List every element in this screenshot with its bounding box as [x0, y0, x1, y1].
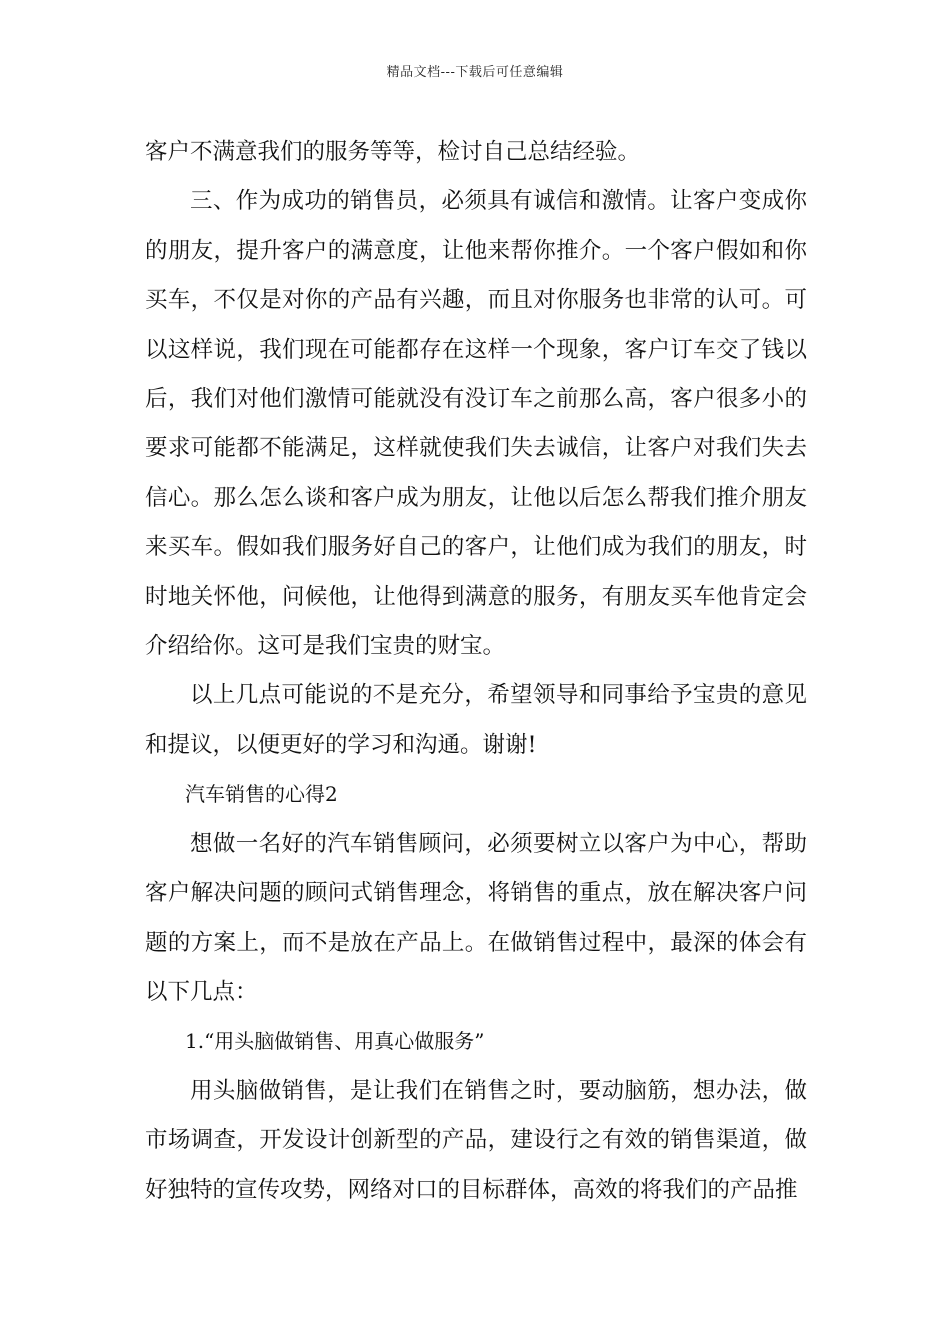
- document-body: [145, 128, 807, 1215]
- paragraph-continuation: 客户不满意我们的服务等等，检讨自己总结经验。: [145, 139, 641, 165]
- page-header: 精品文档---下载后可任意编辑: [386, 65, 564, 80]
- paragraph-closing: 以上几点可能说的不是充分，希望领导和同事给予宝贵的意见和提议，以便更好的学习和沟通。谢谢!: [145, 682, 807, 758]
- paragraph-body: 用头脑做销售，是让我们在销售之时，要动脑筋，想办法，做市场调查，开发设计创新型的产品，建设行之有效的销售渠道，做好独特的宣传攻势，网络对口的目标群体，高效的将我们的产品推: [145, 1077, 807, 1203]
- section-heading: 汽车销售的心得2: [185, 782, 338, 807]
- subsection-heading: 1.“用头脑做销售、用真心做服务”: [185, 1029, 485, 1054]
- paragraph-intro: 想做一名好的汽车销售顾问，必须要树立以客户为中心，帮助客户解决问题的顾问式销售理念，将销售的重点，放在解决客户问题的方案上，而不是放在产品上。在做销售过程中，最深的体会有以下几点：: [145, 830, 807, 1005]
- paragraph-point-three: 三、作为成功的销售员，必须具有诚信和激情。让客户变成你的朋友，提升客户的满意度，让他来帮你推介。一个客户假如和你买车，不仅是对你的产品有兴趣，而且对你服务也非常的认可。可以这样说，我们现在可能都存在这样一个现象，客户订车交了钱以后，我们对他们激情可能就没有没订车之前那么高，客户很多小的要求可能都不能满足，这样就使我们失去诚信，让客户对我们失去信心。那么怎么谈和客户成为朋友，让他以后怎么帮我们推介朋友来买车。假如我们服务好自己的客户，让他们成为我们的朋友，时时地关怀他，问候他，让他得到满意的服务，有朋友买车他肯定会介绍给你。这可是我们宝贵的财宝。: [145, 188, 807, 660]
